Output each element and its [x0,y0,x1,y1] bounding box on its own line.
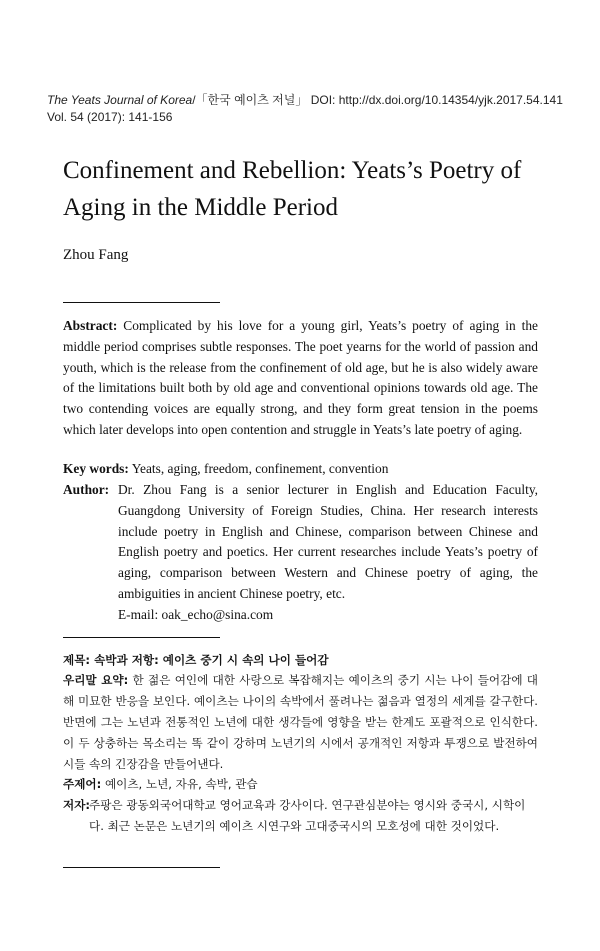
korean-keywords-label: 주제어: [63,777,102,791]
author-bio-text: Dr. Zhou Fang is a senior lecturer in English and Education Faculty, Guangdong University of Foreign Studies, China. Her research interests include poetry in English and Chinese, comparison between Chinese and English poetry and poetics. Her current researches include Yeats’s poetry of aging, comparison between Western and Chinese poetry of aging, the ambiguities in ancient Chinese poetry, etc. [118,482,538,601]
korean-author [63,795,538,837]
korean-abstract-text: 한 젊은 여인에 대한 사랑으로 복잡해지는 예이츠의 중기 시는 나이 들어감에 대해 미묘한 반응을 보인다. 예이츠는 나이의 속박에서 풀려나는 젊음과 열정의 세계를 갈구한다. 반면에 그는 노년과 전통적인 노년에 대한 생각들에 영향을 받는 한계도 포괄적으로 인식한다. 이 두 상충하는 목소리는 똑 같이 강하며 노년기의 시에서 공개적인 저항과 투쟁으로 발전하여 시들 속의 긴장감을 만들어낸다. [63,673,538,771]
korean-keywords-text: 예이츠, 노년, 자유, 속박, 관습 [104,777,258,791]
korean-author-text: 주팡은 광동외국어대학교 영어교육과 강사이다. 연구관심분야는 영시와 중국시, 시학이다. 최근 논문은 노년기의 예이츠 시연구와 고대중국시의 모호성에 대한 것이었다. [89,798,526,833]
citation-line [47,92,567,109]
abstract [63,316,538,441]
keywords-text: Yeats, aging, freedom, confinement, convention [131,461,389,476]
author-label: Author: [63,482,110,497]
keywords-label: Key words: [63,461,129,476]
keywords [63,459,538,480]
doi-link[interactable]: DOI: http://dx.doi.org/10.14354/yjk.2017.54.141 [310,93,563,107]
korean-abstract [63,670,538,775]
author-email[interactable]: E-mail: oak_echo@sina.com [118,606,274,622]
korean-journal-name: /「한국 예이츠 저널」 [192,93,308,107]
divider [63,637,220,638]
article-title: Confinement and Rebellion: Yeats’s Poetry of Aging in the Middle Period [63,157,522,221]
divider [63,302,220,303]
author-bio [63,480,538,626]
korean-keywords [63,774,538,795]
volume-info: Vol. 54 (2017): 141-156 [47,110,173,124]
abstract-text: Complicated by his love for a young girl, Yeats’s poetry of aging in the middle period comprises subtle responses. The poet yearns for the world of passion and youth, which is the release from the confinement of old age, but he is also widely aware of the limitations built both by old age and conventional opinions towards old age. The two contending voices are equally strong, and they form great tension in the poems which later develops into open contention and struggle in Yeats’s late poetry of aging. [63,318,538,437]
journal-header [47,92,567,126]
author-name: Zhou Fang [63,247,129,263]
korean-abstract-label: 우리말 요약: [63,673,129,687]
divider [63,867,220,868]
journal-name: The Yeats Journal of Korea [47,93,193,107]
korean-title: 제목: 속박과 저항: 예이츠 중기 시 속의 나이 들어감 [63,653,329,667]
abstract-label: Abstract: [63,318,118,333]
korean-author-label: 저자: [63,798,91,812]
